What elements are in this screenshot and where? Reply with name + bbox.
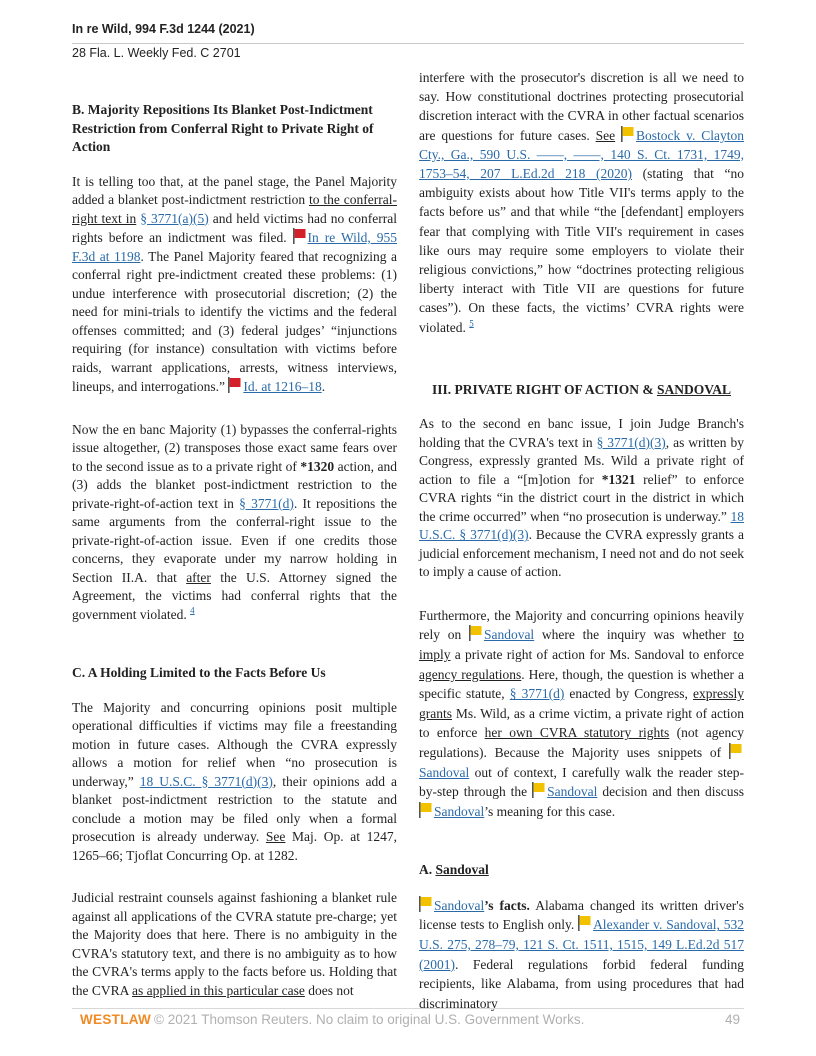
statute-link[interactable]: 18 U.S.C. § 3771(d)(3) [419, 508, 744, 543]
section-heading-iii: III. PRIVATE RIGHT OF ACTION & SANDOVAL [432, 381, 731, 397]
case-citation-link[interactable]: Sandoval [434, 803, 485, 819]
statute-link[interactable]: § 3771(d) [509, 686, 565, 702]
footnote-link[interactable]: 5 [469, 318, 474, 329]
page-number: 49 [724, 1012, 740, 1027]
statute-link[interactable]: 18 U.S.C. § 3771(d)(3) [139, 773, 273, 789]
left-column [72, 68, 397, 1018]
right-column [419, 68, 744, 1031]
document-citation: 28 Fla. L. Weekly Fed. C 2701 [72, 46, 241, 60]
red-flag-icon[interactable] [228, 377, 241, 393]
star-page: *1321 [601, 471, 636, 487]
statute-link[interactable]: § 3771(a)(5) [140, 210, 209, 226]
star-page: *1320 [300, 458, 335, 474]
paragraph: Judicial restraint counsels against fashioning a blanket rule against all applications of the CVRA statute pre-charge; yet the Majority does that here. There is no ambiguity in the CVRA's statutory text, and there is no ambiguity as to how the CVRA's terms apply to the facts before us. Holding that the CVRA as applied in this particular case does not [72, 890, 397, 998]
copyright-notice: © 2021 Thomson Reuters. No claim to original U.S. Government Works. [154, 1012, 585, 1027]
paragraph: Furthermore, the Majority and concurring opinions heavily rely on Sandoval where the inquiry was whether to imply a private right of action for Ms. Sandoval to enforce agency regulations. Here, though, the question is whether a specific statute, § 3771(d) enacted by Congress, expressly grants Ms. Wild, as a crime victim, a private right of action to enforce her own CVRA statutory rights (not agency regulations). Because the Majority uses snippets of Sandoval out of context, I carefully walk the reader step-by-step through the Sandoval decision and then discuss Sandoval’s meaning for this case. [419, 607, 745, 819]
statute-link[interactable]: § 3771(d)(3) [596, 434, 666, 450]
section-heading-a: A. Sandoval [419, 862, 489, 878]
document-title: In re Wild, 994 F.3d 1244 (2021) [72, 22, 255, 36]
header-divider [72, 43, 744, 44]
case-citation-link[interactable]: In re Wild, 955 F.3d at 1198 [72, 230, 397, 264]
case-citation-link[interactable]: Sandoval [419, 764, 470, 780]
paragraph: As to the second en banc issue, I join Judge Branch's holding that the CVRA's text in § 3771(d)(3), as written by Congress, expressly granted Ms. Wild a private right of action to file a “[m]otion for *1321 relief” to enforce CVRA rights “in the district court in the district in which the crime occurred” when “no prosecution is underway.” 18 U.S.C. § 3771(d)(3). Because the CVRA expressly grants a judicial enforcement mechanism, I need not and do not seek to imply a cause of action. [419, 416, 745, 580]
footnote-link[interactable]: 4 [190, 605, 195, 615]
case-citation-link[interactable]: Sandoval [547, 784, 598, 800]
case-citation-link[interactable]: Sandoval [483, 627, 535, 643]
yellow-flag-icon[interactable] [469, 625, 482, 641]
yellow-flag-icon[interactable] [621, 126, 634, 142]
paragraph: interfere with the prosecutor's discretion is all we need to say. How constitutional doctrines protecting prosecutorial discretion interact with the CVRA in other factual scenarios are questions for future cases. See Bostock v. Clayton Cty., Ga., 590 U.S. ––––, ––––, 140 S. Ct. 1731, 1749, 1753–54, 207 L.Ed.2d 218 (2020) (stating that “no ambiguity exists about how Title VII's terms apply to the facts before us” and that while “the [defendant] employers fear that complying with Title VII's requirement in cases like ours may require some employers to violate their religious convictions,” how “doctrines protecting religious liberty interact with Title VII are questions for future cases”). On these facts, the victims’ CVRA rights were violated. $^5$ [419, 70, 744, 335]
yellow-flag-icon[interactable] [419, 802, 432, 818]
red-flag-icon[interactable] [293, 228, 306, 244]
paragraph: Sandoval’s facts. Alabama changed its written driver's license tests to English only. Alexander v. Sandoval, 532 U.S. 275, 278–79, 121 S. Ct. 1511, 1515, 149 L.Ed.2d 517 (2001). Federal regulations forbid federal funding recipients, like Alabama, from using procedures that had discriminatory [419, 897, 744, 1011]
yellow-flag-icon[interactable] [419, 896, 432, 912]
westlaw-logo: WESTLAW [80, 1012, 152, 1027]
section-heading-b: B. Majority Repositions Its Blanket Post-Indictment Restriction from Conferral Right to Private Right of Action [72, 102, 374, 154]
case-citation-link[interactable]: Bostock v. Clayton Cty., Ga., 590 U.S. ––––, ––––, 140 S. Ct. 1731, 1749, 1753–54, 207 L.Ed.2d 218 (2020) [419, 127, 744, 182]
case-citation-link[interactable]: Alexander v. Sandoval, 532 U.S. 275, 278–79, 121 S. Ct. 1511, 1515, 149 L.Ed.2d 517 (2001) [419, 917, 744, 972]
section-heading-c: C. A Holding Limited to the Facts Before Us [72, 665, 326, 680]
yellow-flag-icon[interactable] [578, 915, 591, 931]
paragraph: It is telling too that, at the panel stage, the Panel Majority added a blanket post-indictment restriction to the conferral-right text in § 3771(a)(5) and held victims had no conferral rights before an indictment was filed. In re Wild, 955 F.3d at 1198. The Panel Majority feared that recognizing a conferral right pre-indictment created these problems: (1) undue interference with prosecutorial discretion; (2) the need for mini-trials to identify the victims and the federal offenses committed; and (3) federal judges’ “injunctions requiring (for instance) consultation with victims before raids, warrant applications, arrests, witness interviews, lineups, and interrogations.” Id. at 1216–18. [72, 173, 398, 394]
yellow-flag-icon[interactable] [532, 782, 545, 798]
paragraph: The Majority and concurring opinions posit multiple operational difficulties if victims may file a freestanding motion in future cases. Although the CVRA expressly allows a motion for relief when “no prosecution is underway,” 18 U.S.C. § 3771(d)(3), their opinions add a blanket post-indictment restriction to the statute and conclude a motion may be filed only when a formal prosecution is already underway. See Maj. Op. at 1247, 1265–66; Tjoflat Concurring Op. at 1282. [72, 699, 397, 863]
yellow-flag-icon[interactable] [729, 743, 742, 759]
footer-divider [72, 1008, 744, 1009]
statute-link[interactable]: § 3771(d) [239, 495, 294, 511]
paragraph: Now the en banc Majority (1) bypasses the conferral-rights issue altogether, (2) transposes those exact same fears over to the second issue as to a private right of *1320 action, and (3) adds the blanket post-indictment restriction to the private-right-of-action text in § 3771(d). It repositions the same arguments from the conferral-right issue to the private-right-of-action issue. Even if one credits those concerns, they evaporate under my narrow holding in Section II.A. that after the U.S. Attorney signed the Agreement, the victims had conferral rights that the government violated. $^4$ [72, 421, 397, 622]
case-citation-link[interactable]: Id. at 1216–18 [243, 379, 322, 394]
case-citation-link[interactable]: Sandoval [434, 897, 485, 913]
